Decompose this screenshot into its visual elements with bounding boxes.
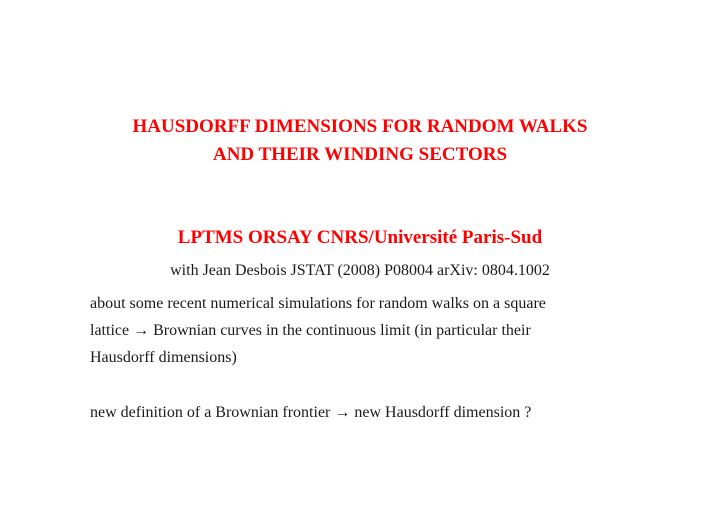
collaboration-reference: with Jean Desbois JSTAT (2008) P08004 arXiv: 0804.1002 [170,262,550,279]
summary-line-3: Hausdorff dimensions) [90,349,237,366]
title-line-2: AND THEIR WINDING SECTORS [212,144,508,165]
title-line-1: HAUSDORFF DIMENSIONS FOR RANDOM WALKS [132,116,588,137]
summary-paragraph [90,290,650,371]
frontier-paragraph: new definition of a Brownian frontier → new Hausdorff dimension ? [90,404,532,421]
summary-line-2: lattice → Brownian curves in the continuous limit (in particular their [90,322,531,339]
affiliation: LPTMS ORSAY CNRS/Université Paris-Sud [177,227,543,248]
summary-line-1: about some recent numerical simulations for random walks on a square [90,295,546,312]
